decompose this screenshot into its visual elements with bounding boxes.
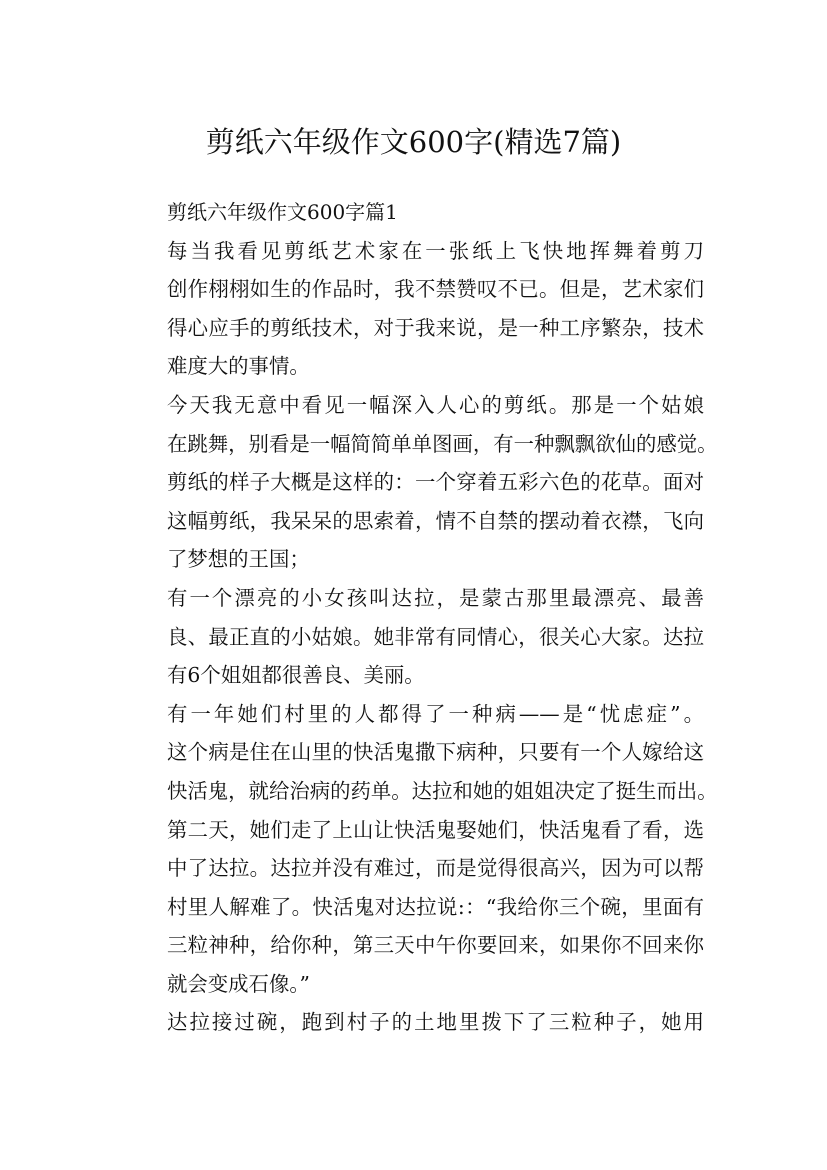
text-line: 剪纸的样子大概是这样的：一个穿着五彩六色的花草。面对: [167, 470, 704, 495]
text-line: 第二天，她们走了上山让快活鬼娶她们，快活鬼看了看，选: [167, 817, 704, 842]
paragraph-2: [126, 386, 718, 579]
text-line: 村里人解难了。快活鬼对达拉说:：“我给你三个碗，里面有: [167, 894, 704, 919]
text-line: 有6个姐姐都很善良、美丽。: [167, 663, 425, 688]
document-title: 剪纸六年级作文600字(精选7篇): [205, 125, 622, 160]
text-line: 得心应手的剪纸技术，对于我来说，是一种工序繁杂，技术: [167, 315, 704, 340]
text-line: 创作栩栩如生的作品时，我不禁赞叹不已。但是，艺术家们: [167, 277, 704, 302]
text-line: 中了达拉。达拉并没有难过，而是觉得很高兴，因为可以帮: [167, 856, 704, 881]
text-line: 就会变成石像。”: [167, 971, 310, 996]
text-line: 这幅剪纸，我呆呆的思索着，情不自禁的摆动着衣襟，飞向: [167, 508, 704, 533]
text-line: 有一年她们村里的人都得了一种病——是“忧虑症”。: [167, 701, 704, 726]
paragraph-5: [126, 1003, 704, 1042]
text-line: 有一个漂亮的小女孩叫达拉，是蒙古那里最漂亮、最善: [167, 585, 704, 610]
text-line: 达拉接过碗，跑到村子的土地里拨下了三粒种子，她用: [167, 1010, 704, 1035]
text-line: 每当我看见剪纸艺术家在一张纸上飞快地挥舞着剪刀: [167, 238, 704, 263]
text-line: 三粒神种，给你种，第三天中午你要回来，如果你不回来你: [167, 933, 704, 958]
text-line: 这个病是住在山里的快活鬼撒下病种，只要有一个人嫁给这: [167, 740, 704, 765]
paragraph-4: [126, 695, 718, 1004]
text-line: 了梦想的王国；: [167, 547, 310, 572]
text-line: 在跳舞，别看是一幅简简单单图画，有一种飘飘欲仙的感觉。: [167, 431, 718, 456]
paragraph-1: [126, 232, 704, 386]
text-line: 良、最正直的小姑娘。她非常有同情心，很关心大家。达拉: [167, 624, 704, 649]
section-heading: 剪纸六年级作文600字篇1: [167, 200, 398, 224]
text-line: 今天我无意中看见一幅深入人心的剪纸。那是一个姑娘: [167, 392, 704, 417]
document-body: [126, 193, 718, 1042]
text-line: 快活鬼，就给治病的药单。达拉和她的姐姐决定了挺生而出。: [167, 778, 718, 803]
paragraph-3: [126, 579, 704, 695]
text-line: 难度大的事情。: [167, 354, 310, 379]
